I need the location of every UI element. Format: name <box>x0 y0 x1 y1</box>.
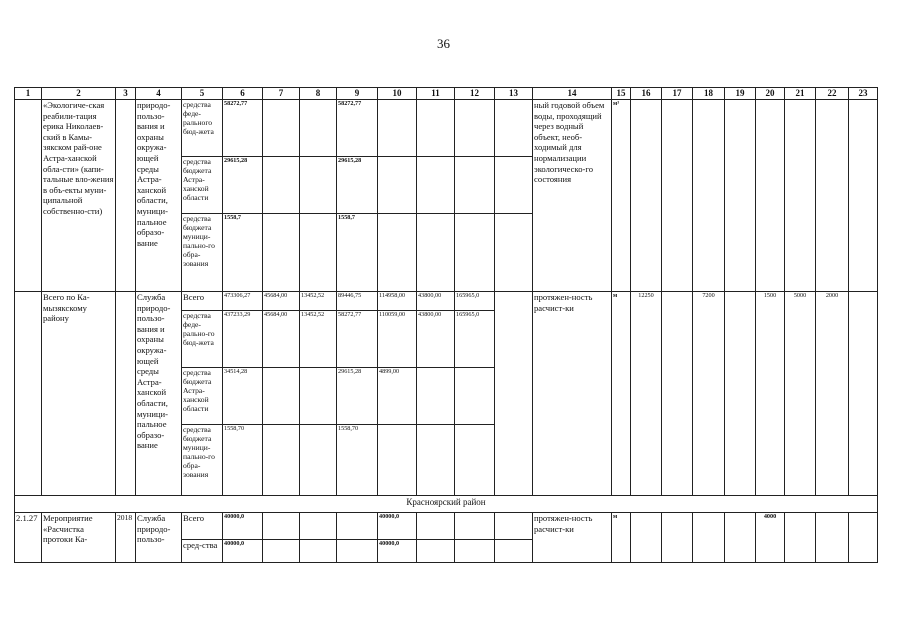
amount-cell <box>455 425 495 496</box>
amount-cell: 110059,00 <box>378 311 417 368</box>
amount-cell <box>263 214 300 292</box>
amount-cell <box>455 368 495 425</box>
unit: м <box>612 292 631 496</box>
funding-source: сред-ства <box>182 540 223 563</box>
col-header-14: 14 <box>533 88 612 100</box>
amount-cell: 29615,28 <box>337 368 378 425</box>
target-cell <box>693 100 725 292</box>
amount-cell <box>455 157 495 214</box>
amount-cell <box>455 100 495 157</box>
target-cell: 4000 <box>756 513 785 563</box>
col-header-4: 4 <box>136 88 182 100</box>
amount-cell <box>300 540 337 563</box>
event-year: 2018 <box>116 513 136 563</box>
indicator: протяжен-ность расчист-ки <box>533 292 612 496</box>
amount-cell <box>417 513 455 540</box>
amount-cell <box>337 513 378 540</box>
col-header-6: 6 <box>223 88 263 100</box>
target-cell <box>725 513 756 563</box>
target-cell <box>816 513 849 563</box>
target-cell: 12250 <box>631 292 662 496</box>
unit: м³ <box>612 100 631 292</box>
amount-cell: 45684,00 <box>263 292 300 311</box>
amount-cell: 165965,0 <box>455 292 495 311</box>
amount-total: 1558,70 <box>223 425 263 496</box>
amount-cell <box>495 100 533 157</box>
target-cell <box>662 513 693 563</box>
indicator: ный годовой объем воды, проходящий через водный объект, необ-ходимый для нормализации экологическо-го состояния <box>533 100 612 292</box>
amount-total: 29615,28 <box>223 157 263 214</box>
amount-cell: 13452,52 <box>300 292 337 311</box>
amount-cell <box>417 214 455 292</box>
funding-source: средства бюджета муници-пально-го обра-зования <box>182 214 223 292</box>
table-row <box>15 100 878 157</box>
target-cell: 1500 <box>756 292 785 496</box>
amount-total: 473306,27 <box>223 292 263 311</box>
amount-cell: 40000,0 <box>378 513 417 540</box>
amount-cell <box>417 157 455 214</box>
amount-cell: 13452,52 <box>300 311 337 368</box>
amount-cell: 1558,7 <box>337 214 378 292</box>
funding-source: средства феде-рально-го бюд-жета <box>182 311 223 368</box>
amount-cell <box>495 214 533 292</box>
target-cell <box>849 292 878 496</box>
col-header-18: 18 <box>693 88 725 100</box>
amount-cell <box>378 425 417 496</box>
amount-cell: 40000,0 <box>378 540 417 563</box>
amount-cell <box>300 100 337 157</box>
amount-cell <box>417 368 455 425</box>
amount-cell <box>300 214 337 292</box>
column-number-row <box>15 88 878 100</box>
executor: Служба природо-пользо- <box>136 513 182 563</box>
target-cell <box>725 100 756 292</box>
amount-cell: 45684,00 <box>263 311 300 368</box>
amount-cell <box>495 513 533 540</box>
amount-cell: 43800,00 <box>417 292 455 311</box>
amount-cell <box>300 513 337 540</box>
amount-total: 40000,0 <box>223 540 263 563</box>
amount-cell <box>455 513 495 540</box>
unit: м <box>612 513 631 563</box>
funding-source: средства бюджета муници-пально-го обра-зования <box>182 425 223 496</box>
funding-source: Всего <box>182 292 223 311</box>
funding-source: средства бюджета Астра-ханской области <box>182 157 223 214</box>
col-header-12: 12 <box>455 88 495 100</box>
cell-year <box>116 100 136 292</box>
col-header-20: 20 <box>756 88 785 100</box>
col-header-16: 16 <box>631 88 662 100</box>
amount-cell: 4899,00 <box>378 368 417 425</box>
target-cell <box>725 292 756 496</box>
amount-cell: 43800,00 <box>417 311 455 368</box>
target-cell <box>756 100 785 292</box>
amount-total: 40000,0 <box>223 513 263 540</box>
target-cell <box>849 100 878 292</box>
col-header-13: 13 <box>495 88 533 100</box>
amount-cell <box>337 540 378 563</box>
cell-num <box>15 292 42 496</box>
table-row <box>15 513 878 540</box>
amount-cell <box>263 425 300 496</box>
col-header-21: 21 <box>785 88 816 100</box>
amount-cell <box>263 100 300 157</box>
col-header-23: 23 <box>849 88 878 100</box>
funding-source: Всего <box>182 513 223 540</box>
amount-total: 437233,29 <box>223 311 263 368</box>
col-header-9: 9 <box>337 88 378 100</box>
col-header-2: 2 <box>42 88 116 100</box>
amount-cell <box>263 513 300 540</box>
target-cell <box>631 513 662 563</box>
target-cell <box>693 513 725 563</box>
col-header-1: 1 <box>15 88 42 100</box>
amount-cell <box>263 157 300 214</box>
section-row <box>15 496 878 513</box>
executor: природо-пользо-вания и охраны окружа-ющей среды Астра-ханской области, муници-пальное образо-вание <box>136 100 182 292</box>
col-header-17: 17 <box>662 88 693 100</box>
target-cell <box>662 100 693 292</box>
page-number: 36 <box>437 36 450 51</box>
col-header-11: 11 <box>417 88 455 100</box>
target-cell: 7200 <box>693 292 725 496</box>
amount-total: 1558,7 <box>223 214 263 292</box>
target-cell <box>816 100 849 292</box>
col-header-15: 15 <box>612 88 631 100</box>
col-header-5: 5 <box>182 88 223 100</box>
amount-cell: 1558,70 <box>337 425 378 496</box>
amount-cell <box>300 425 337 496</box>
target-cell <box>849 513 878 563</box>
amount-cell <box>417 540 455 563</box>
event-name: Мероприятие «Расчистка протоки Ка- <box>42 513 116 563</box>
amount-cell <box>495 540 533 563</box>
target-cell: 2000 <box>816 292 849 496</box>
cell-year <box>116 292 136 496</box>
amount-cell <box>495 292 533 496</box>
amount-cell <box>417 100 455 157</box>
target-cell <box>662 292 693 496</box>
amount-cell <box>263 540 300 563</box>
amount-cell: 58272,77 <box>337 311 378 368</box>
amount-cell <box>300 368 337 425</box>
cell-num <box>15 100 42 292</box>
target-cell <box>631 100 662 292</box>
col-header-8: 8 <box>300 88 337 100</box>
program-table <box>14 87 878 563</box>
amount-total: 34514,28 <box>223 368 263 425</box>
section-title: Красноярский район <box>15 496 878 513</box>
amount-cell: 165965,0 <box>455 311 495 368</box>
district-total-name: Всего по Ка-мызякскому району <box>42 292 116 496</box>
funding-source: средства бюджета Астра-ханской области <box>182 368 223 425</box>
amount-cell <box>378 100 417 157</box>
amount-cell <box>455 214 495 292</box>
funding-source: средства феде-рального бюд-жета <box>182 100 223 157</box>
event-name: «Экологиче-ская реабили-тация ерика Николаев-ский в Камы-зякском рай-оне Астра-ханской обла-сти» (капи-тальные вло-жения в объ-екты муни-ципальной собственно-сти) <box>42 100 116 292</box>
indicator: протяжен-ность расчист-ки <box>533 513 612 563</box>
col-header-19: 19 <box>725 88 756 100</box>
amount-total: 58272,77 <box>223 100 263 157</box>
amount-cell <box>495 157 533 214</box>
col-header-22: 22 <box>816 88 849 100</box>
amount-cell <box>300 157 337 214</box>
table-row <box>15 292 878 311</box>
amount-cell: 89446,75 <box>337 292 378 311</box>
col-header-10: 10 <box>378 88 417 100</box>
event-number: 2.1.27 <box>15 513 42 563</box>
col-header-3: 3 <box>116 88 136 100</box>
amount-cell <box>417 425 455 496</box>
target-cell <box>785 513 816 563</box>
executor: Служба природо-пользо-вания и охраны окружа-ющей среды Астра-ханской области, муници-пальное образо-вание <box>136 292 182 496</box>
amount-cell: 58272,77 <box>337 100 378 157</box>
col-header-7: 7 <box>263 88 300 100</box>
amount-cell: 114958,00 <box>378 292 417 311</box>
amount-cell <box>378 157 417 214</box>
target-cell <box>785 100 816 292</box>
amount-cell <box>263 368 300 425</box>
amount-cell <box>378 214 417 292</box>
amount-cell: 29615,28 <box>337 157 378 214</box>
amount-cell <box>455 540 495 563</box>
target-cell: 5000 <box>785 292 816 496</box>
